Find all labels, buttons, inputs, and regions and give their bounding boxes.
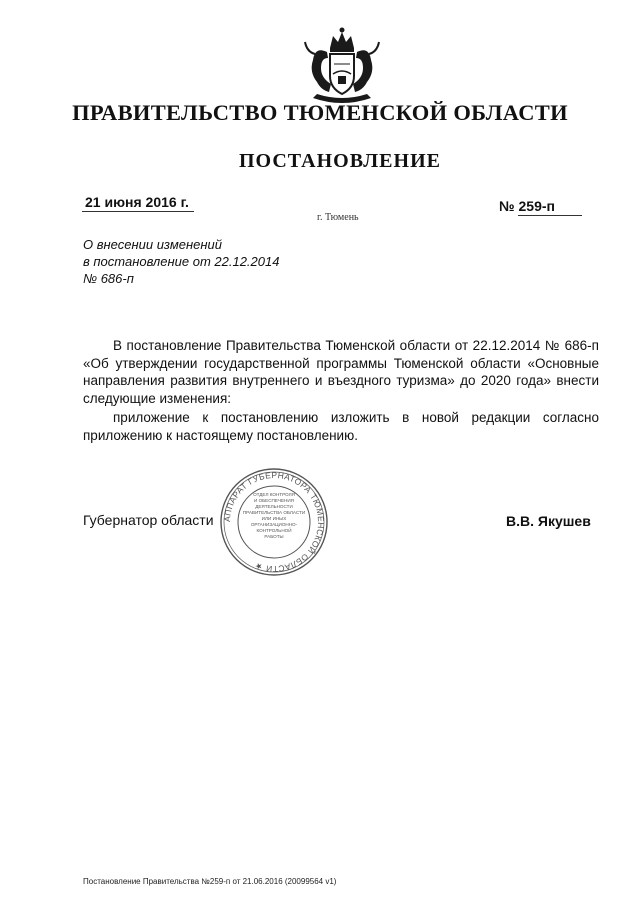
date-underline bbox=[82, 211, 194, 212]
body-paragraph: приложение к постановлению изложить в новой редакции согласно приложению к настоящему постановлению. bbox=[83, 410, 599, 443]
document-type: ПОСТАНОВЛЕНИЕ bbox=[239, 150, 441, 172]
subject-line: в постановление от 22.12.2014 bbox=[83, 254, 280, 269]
svg-text:ДЕЯТЕЛЬНОСТИ: ДЕЯТЕЛЬНОСТИ bbox=[255, 504, 293, 509]
svg-text:РАБОТЫ: РАБОТЫ bbox=[264, 534, 284, 539]
svg-text:ОРГАНИЗАЦИОННО-: ОРГАНИЗАЦИОННО- bbox=[250, 522, 298, 527]
svg-text:ОТДЕЛ КОНТРОЛЯ: ОТДЕЛ КОНТРОЛЯ bbox=[253, 492, 295, 497]
government-title: ПРАВИТЕЛЬСТВО ТЮМЕНСКОЙ ОБЛАСТИ bbox=[72, 100, 568, 125]
svg-text:И ОБЕСПЕЧЕНИЯ: И ОБЕСПЕЧЕНИЯ bbox=[254, 498, 294, 503]
svg-text:КОНТРОЛЬНОЙ: КОНТРОЛЬНОЙ bbox=[256, 528, 292, 533]
svg-text:ПРАВИТЕЛЬСТВА ОБЛАСТИ: ПРАВИТЕЛЬСТВА ОБЛАСТИ bbox=[242, 510, 306, 515]
document-footer: Постановление Правительства №259-п от 21.06.2016 (20099564 v1) bbox=[83, 877, 337, 886]
official-seal-icon bbox=[218, 466, 330, 578]
signer-name: В.В. Якушев bbox=[506, 513, 591, 529]
tyumen-coat-of-arms-icon bbox=[297, 24, 387, 108]
subject-line: № 686-п bbox=[83, 271, 134, 286]
document-number: № 259-п bbox=[499, 198, 555, 214]
body-paragraph: В постановление Правительства Тюменской области от 22.12.2014 № 686-п «Об утверждении государственной программы Тюменской области «Основные направления развития внутреннего и въездного туризма» до 2020 года» внести следующие изменения: bbox=[83, 338, 599, 406]
number-underline bbox=[518, 215, 582, 216]
document-city: г. Тюмень bbox=[317, 212, 359, 223]
svg-text:АППАРАТ ГУБЕРНАТОРА ТЮМЕНСКОЙ: АППАРАТ ГУБЕРНАТОРА ТЮМЕНСКОЙ ОБЛАСТИ ★ bbox=[221, 469, 327, 575]
document-subject bbox=[83, 236, 343, 287]
document-date: 21 июня 2016 г. bbox=[85, 194, 189, 210]
svg-text:ИЛИ ИНЫХ: ИЛИ ИНЫХ bbox=[261, 516, 287, 521]
signer-title: Губернатор области bbox=[83, 512, 214, 528]
subject-line: О внесении изменений bbox=[83, 237, 222, 252]
